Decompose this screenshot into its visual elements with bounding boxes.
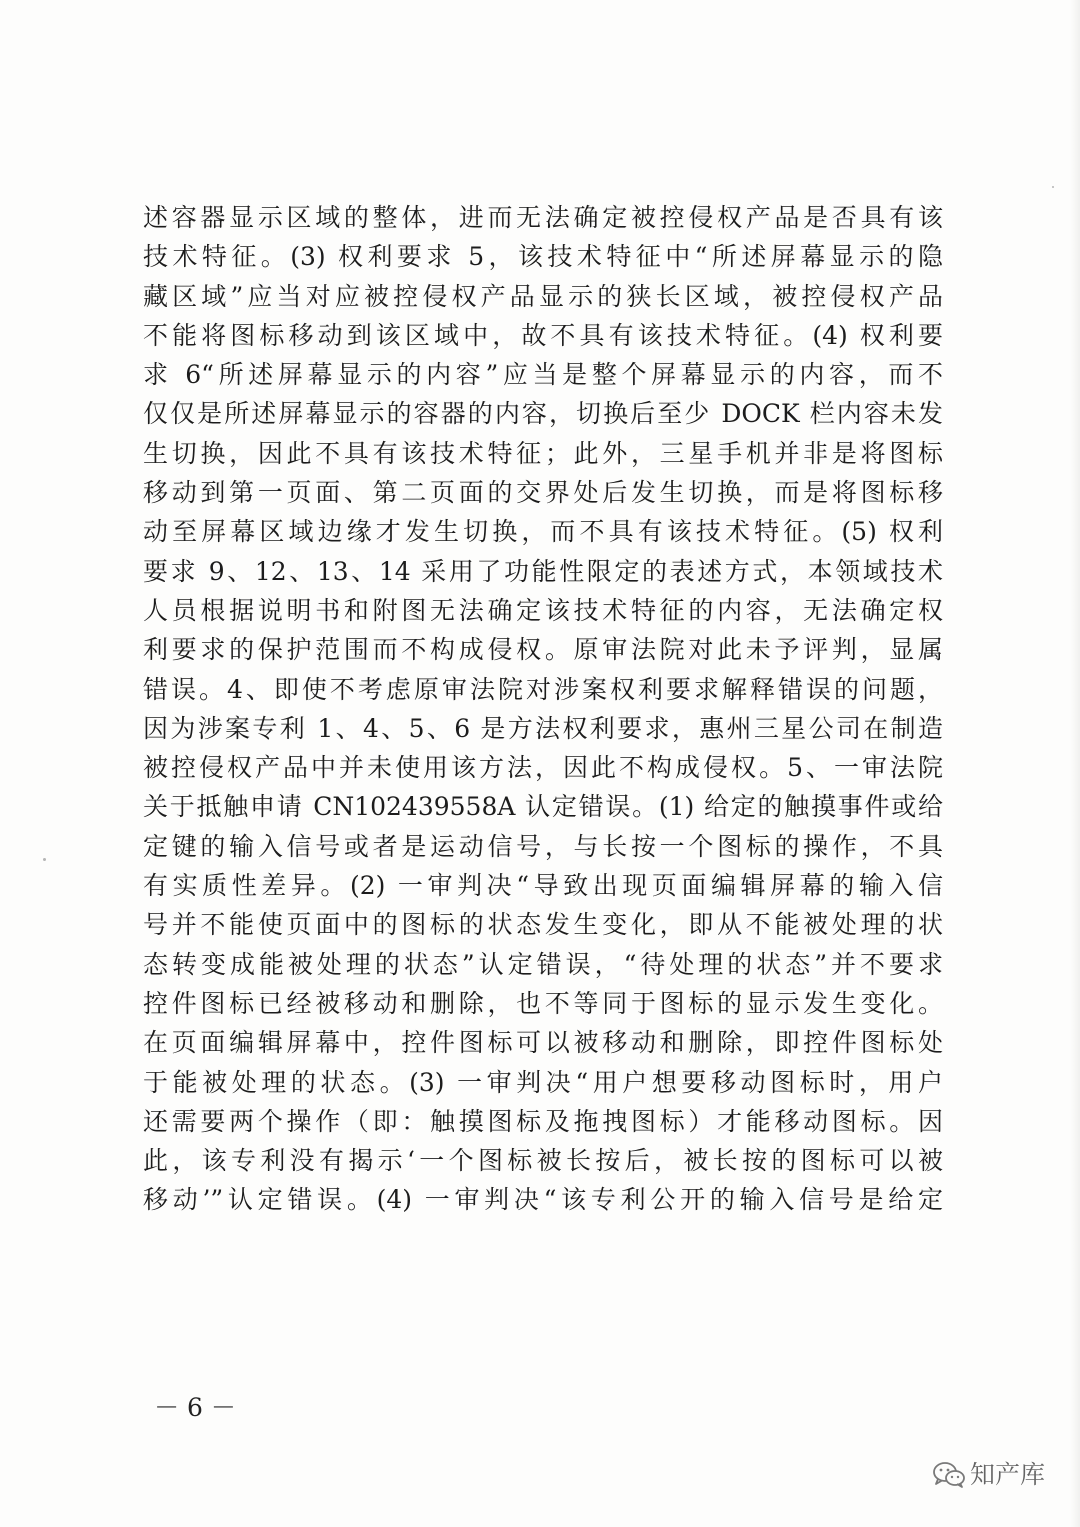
text-line: 定键的输入信号或者是运动信号，与长按一个图标的操作，不具 [143, 831, 943, 861]
wechat-icon [932, 1461, 966, 1489]
text-line: 述容器显示区域的整体，进而无法确定被控侵权产品是否具有该 [143, 203, 943, 232]
text-line: 技术特征。(3) 权利要求 5，该技术特征中“所述屏幕显示的隐 [143, 242, 943, 272]
page-number: － 6 － [154, 1393, 236, 1422]
text-line: 不能将图标移动到该区域中，故不具有该技术特征。(4) 权利要 [143, 320, 943, 350]
text-line: 生切换，因此不具有该技术特征；此外，三星手机并非是将图标 [143, 438, 943, 468]
text-line: 动至屏幕区域边缘才发生切换，而不具有该技术特征。(5) 权利 [143, 517, 943, 547]
text-line: 因为涉案专利 1、4、5、6 是方法权利要求，惠州三星公司在制造 [143, 713, 943, 743]
page-edge-shadow [1070, 0, 1080, 1527]
text-line: 号并不能使页面中的图标的状态发生变化，即从不能被处理的状 [143, 910, 943, 940]
text-line: 被控侵权产品中并未使用该方法，因此不构成侵权。5、一审法院 [143, 753, 943, 783]
text-line: 态转变成能被处理的状态”认定错误，“待处理的状态”并不要求 [143, 949, 943, 979]
text-line: 在页面编辑屏幕中，控件图标可以被移动和删除，即控件图标处 [143, 1028, 943, 1058]
scan-speck [43, 858, 46, 861]
text-line: 有实质性差异。(2) 一审判决“导致出现页面编辑屏幕的输入信 [143, 871, 943, 901]
text-line: 控件图标已经被移动和删除，也不等同于图标的显示发生变化。 [143, 988, 943, 1018]
text-line: 移动’”认定错误。(4) 一审判决“该专利公开的输入信号是给定 [143, 1185, 943, 1215]
text-line: 求 6“所述屏幕显示的内容”应当是整个屏幕显示的内容，而不 [143, 360, 943, 390]
text-line: 利要求的保护范围而不构成侵权。原审法院对此未予评判，显属 [143, 635, 943, 665]
text-line: 错误。4、即使不考虑原审法院对涉案权利要求解释错误的问题， [143, 674, 943, 704]
text-line: 移动到第一页面、第二页面的交界处后发生切换，而是将图标移 [143, 478, 943, 508]
body-text [143, 198, 943, 1220]
text-line: 要求 9、12、13、14 采用了功能性限定的表述方式，本领域技术 [143, 556, 943, 586]
scan-speck [1052, 186, 1054, 188]
text-line: 关于抵触申请 CN102439558A 认定错误。(1) 给定的触摸事件或给 [143, 792, 943, 822]
text-line: 人员根据说明书和附图无法确定该技术特征的内容，无法确定权 [143, 595, 943, 625]
watermark [932, 1458, 1045, 1492]
text-line: 于能被处理的状态。(3) 一审判决“用户想要移动图标时，用户 [143, 1067, 943, 1097]
text-line: 此，该专利没有揭示‘一个图标被长按后，被长按的图标可以被 [143, 1146, 943, 1176]
watermark-text: 知产库 [970, 1460, 1046, 1489]
text-line: 还需要两个操作（即：触摸图标及拖拽图标）才能移动图标。因 [143, 1106, 943, 1136]
text-line: 仅仅是所述屏幕显示的容器的内容，切换后至少 DOCK 栏内容未发 [143, 399, 943, 429]
text-line: 藏区域”应当对应被控侵权产品显示的狭长区域，被控侵权产品 [143, 281, 943, 311]
